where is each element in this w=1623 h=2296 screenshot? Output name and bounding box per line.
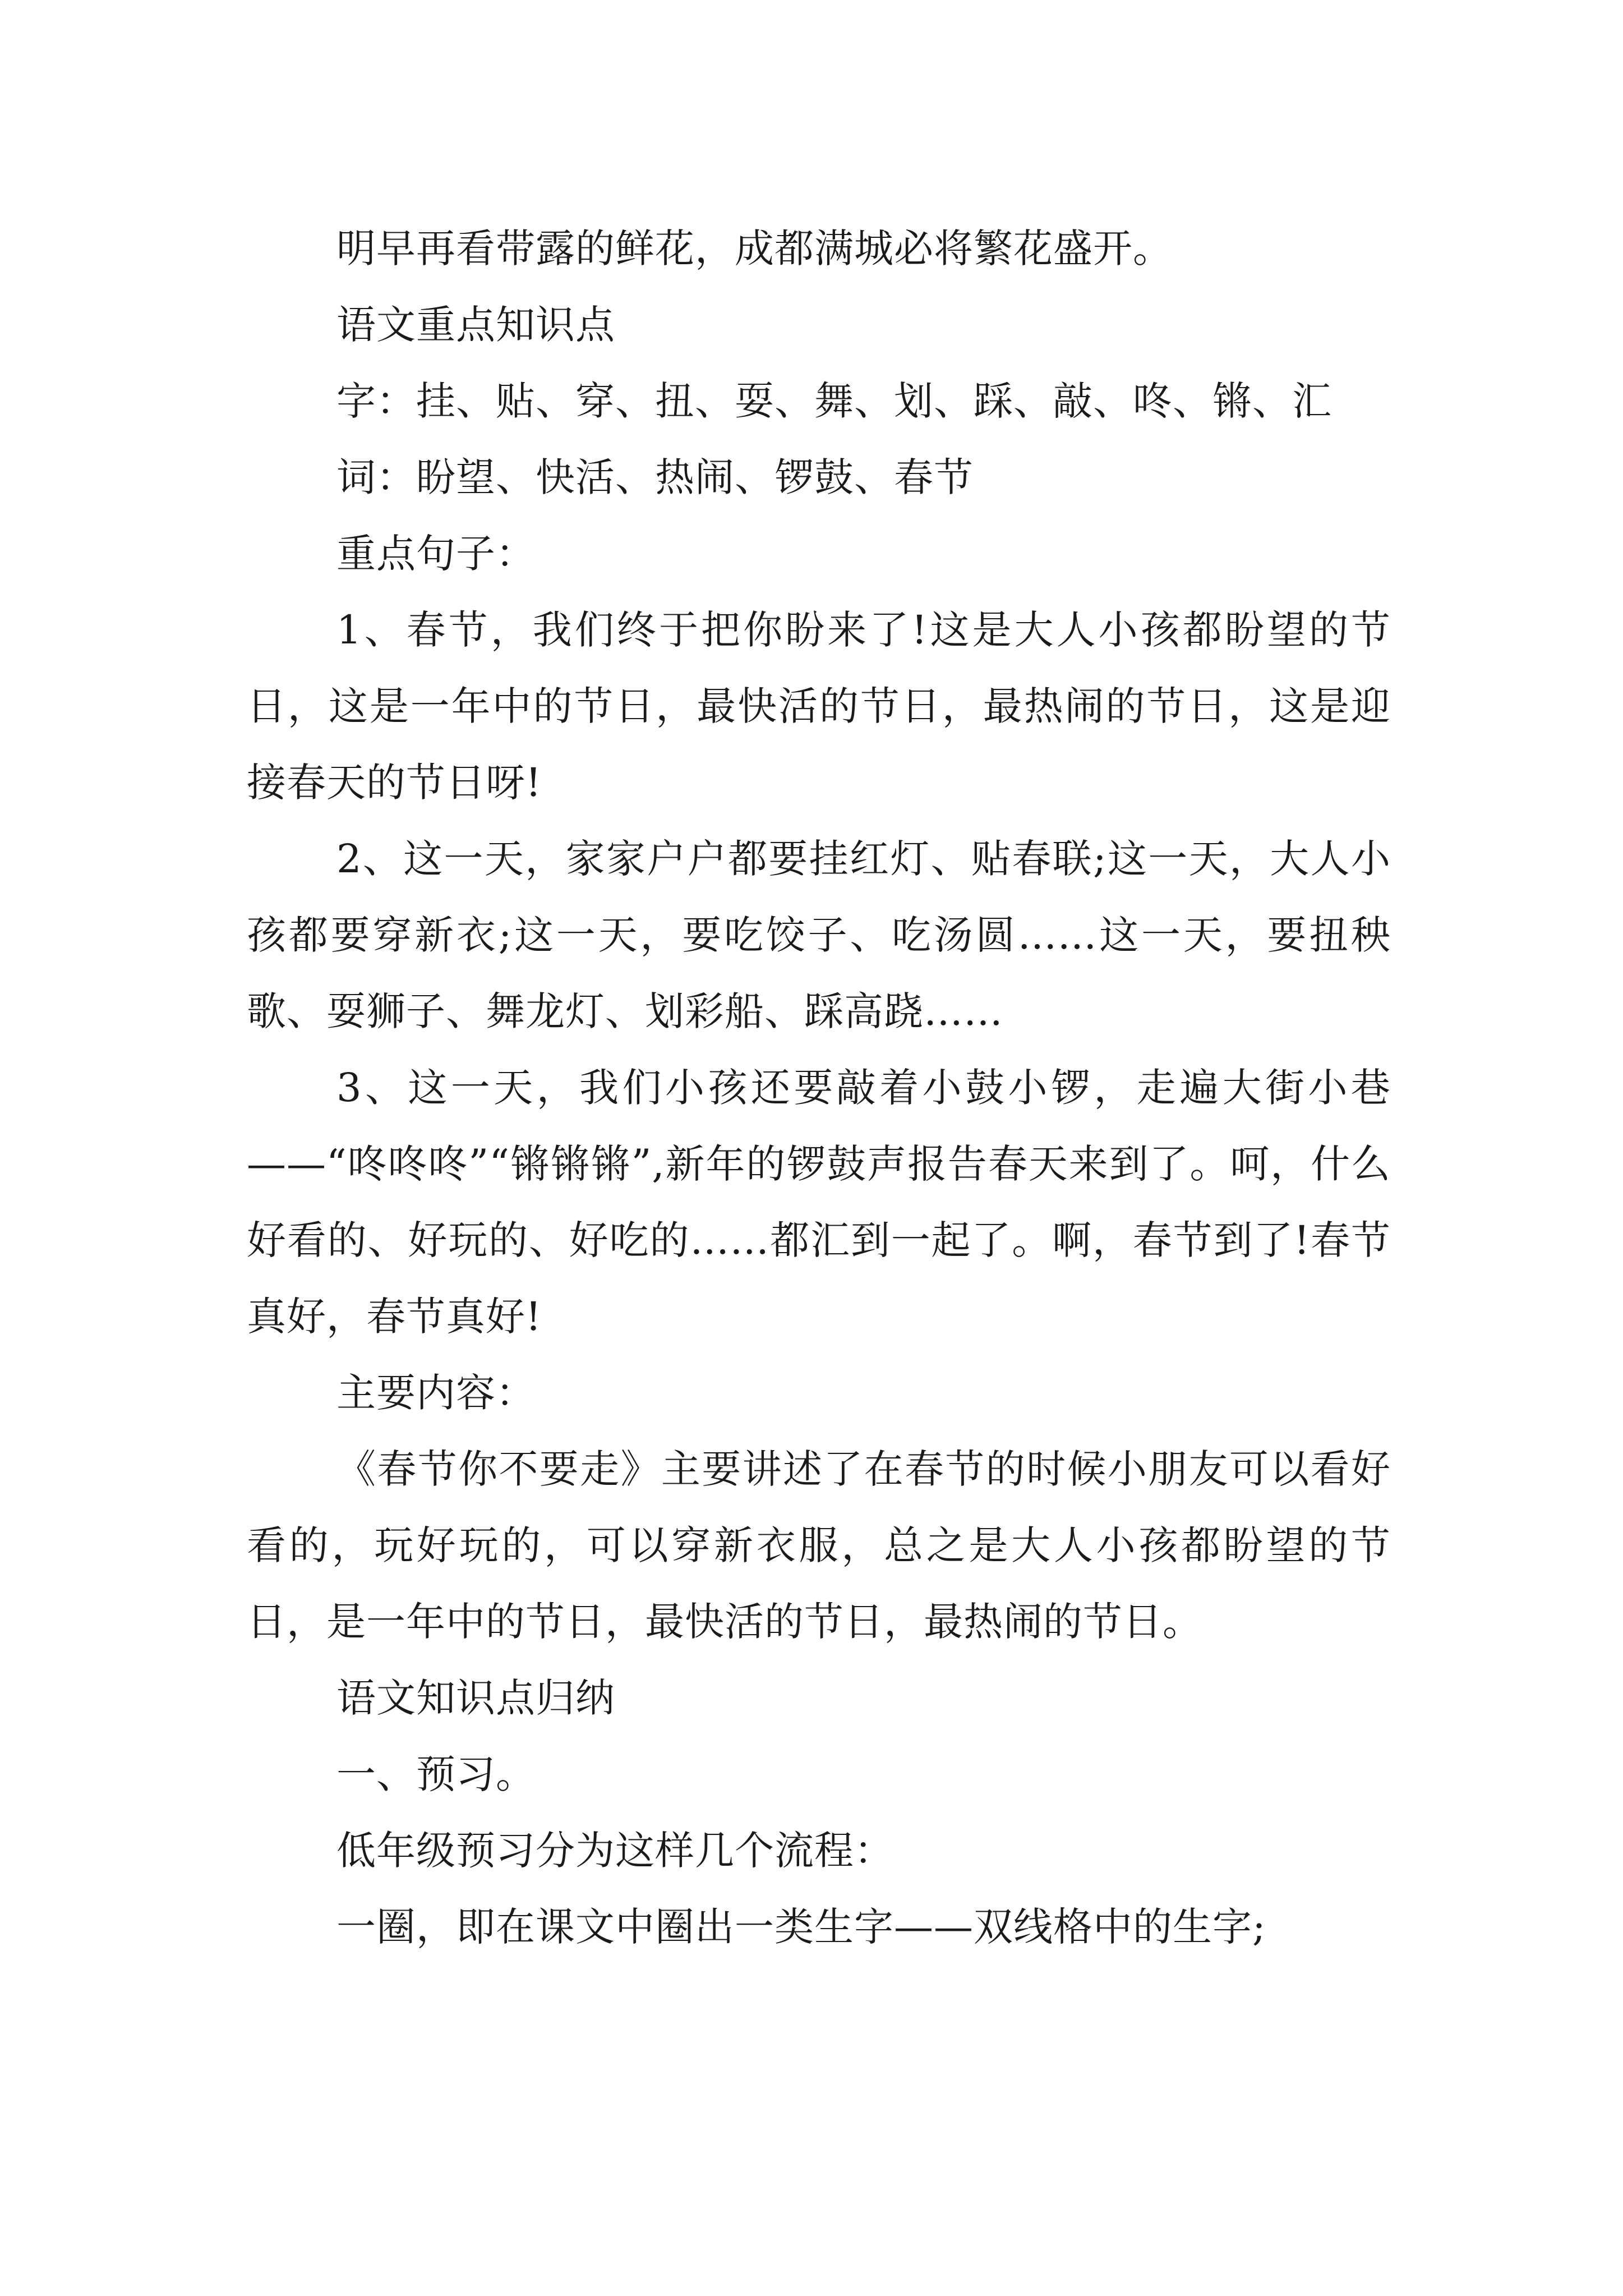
paragraph-preview-process: 低年级预习分为这样几个流程： [336, 1828, 894, 1874]
heading-summary: 语文知识点归纳 [336, 1675, 615, 1721]
paragraph-circle-step: 一圈，即在课文中圈出一类生字——双线格中的生字; [336, 1904, 1266, 1950]
paragraph-words: 词：盼望、快活、热闹、锣鼓、春节 [336, 454, 974, 500]
document-page [247, 210, 1391, 1965]
paragraph-sentence-3: 3、这一天，我们小孩还要敲着小鼓小锣，走遍大街小巷——“咚咚咚”“锵锵锵”,新年的锣鼓声报告春天来到了。呵，什么好看的、好玩的、好吃的……都汇到一起了。啊，春节到了!春节真好，春节真好! [247, 1065, 1391, 1340]
heading-main-content: 主要内容： [336, 1370, 536, 1416]
paragraph-characters: 字：挂、贴、穿、扭、耍、舞、划、踩、敲、咚、锵、汇 [336, 378, 1332, 424]
paragraph-main-content: 《春节你不要走》主要讲述了在春节的时候小朋友可以看好看的，玩好玩的，可以穿新衣服，总之是大人小孩都盼望的节日，是一年中的节日，最快活的节日，最热闹的节日。 [247, 1446, 1391, 1645]
paragraph-sentence-2: 2、这一天，家家户户都要挂红灯、贴春联;这一天，大人小孩都要穿新衣;这一天，要吃饺子、吃汤圆……这一天，要扭秧歌、耍狮子、舞龙灯、划彩船、踩高跷…… [247, 836, 1391, 1034]
heading-preview: 一、预习。 [336, 1751, 536, 1797]
paragraph-sentence-1: 1、春节，我们终于把你盼来了!这是大人小孩都盼望的节日，这是一年中的节日，最快活的节日，最热闹的节日，这是迎接春天的节日呀! [247, 607, 1391, 806]
paragraph-closing-line: 明早再看带露的鲜花，成都满城必将繁花盛开。 [336, 226, 1173, 272]
heading-key-sentences: 重点句子： [336, 531, 536, 577]
heading-key-points: 语文重点知识点 [336, 302, 615, 348]
